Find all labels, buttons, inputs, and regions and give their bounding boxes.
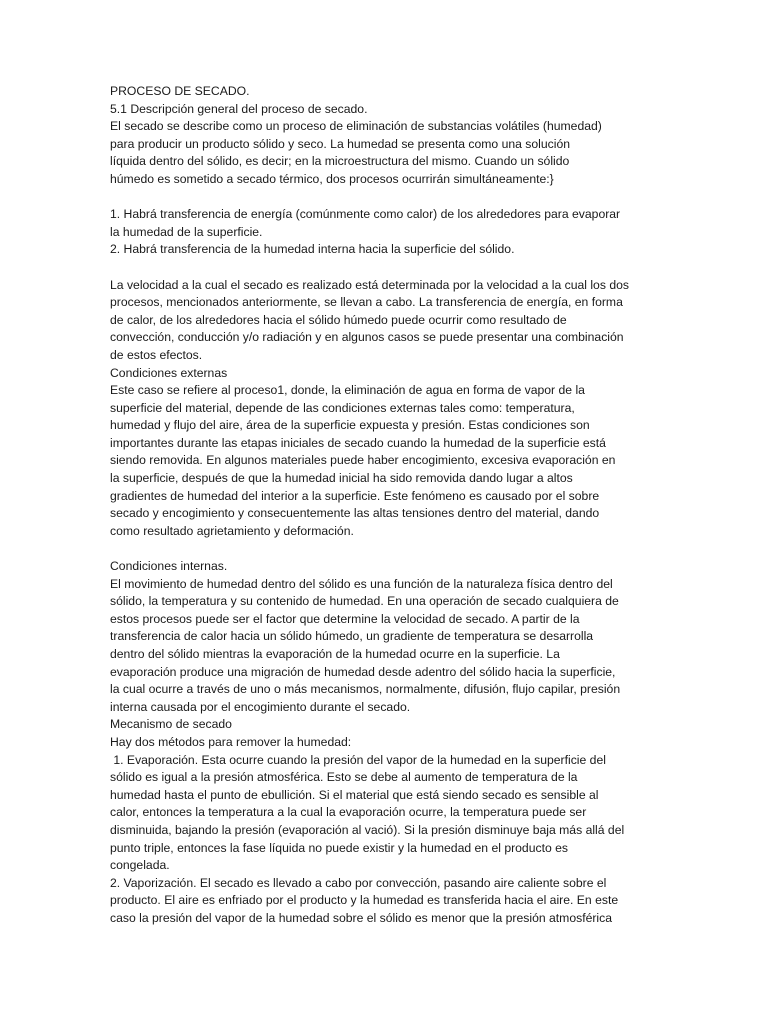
text-line: La velocidad a la cual el secado es realizado está determinada por la velocidad a la cual los dos: [110, 277, 629, 292]
text-line: para producir un producto sólido y seco. La humedad se presenta como una solución: [110, 136, 571, 151]
text-line: evaporación produce una migración de humedad desde adentro del sólido hacia la superficie,: [110, 664, 616, 679]
text-line: procesos, mencionados anteriormente, se llevan a cabo. La transferencia de energía, en forma: [110, 295, 623, 310]
drying-mechanism-paragraph: [110, 734, 655, 928]
section-heading: 5.1 Descripción general del proceso de secado.: [110, 101, 368, 116]
text-line: calor, entonces la temperatura a la cual la evaporación ocurre, la temperatura puede ser: [110, 805, 587, 820]
text-line: caso la presión del vapor de la humedad sobre el sólido es menor que la presión atmosférica: [110, 910, 613, 925]
external-conditions-heading: Condiciones externas: [110, 365, 228, 380]
text-line: 1. Habrá transferencia de energía (comúnmente como calor) de los alrededores para evaporar: [110, 207, 621, 222]
text-line: convección, conducción y/o radiación y en algunos casos se puede presentar una combinación: [110, 330, 624, 345]
text-line: húmedo es sometido a secado térmico, dos procesos ocurrirán simultáneamente:}: [110, 171, 554, 186]
text-line: sólido, la temperatura y su contenido de humedad. En una operación de secado cualquiera de: [110, 594, 619, 609]
paragraph-gap: [110, 259, 655, 277]
paragraph-gap: [110, 540, 655, 558]
text-line: la cual ocurre a través de uno o más mecanismos, normalmente, difusión, flujo capilar, presión: [110, 682, 621, 697]
text-line: 1. Evaporación. Esta ocurre cuando la presión del vapor de la humedad en la superficie del: [110, 752, 606, 767]
text-line: congelada.: [110, 858, 170, 873]
external-conditions-paragraph: [110, 382, 655, 540]
velocity-paragraph: [110, 277, 655, 365]
text-line: siendo removida. En algunos materiales puede haber encogimiento, excesiva evaporación en: [110, 453, 616, 468]
text-line: transferencia de calor hacia un sólido húmedo, un gradiente de temperatura se desarrolla: [110, 629, 594, 644]
text-line: Este caso se refiere al proceso1, donde, la eliminación de agua en forma de vapor de la: [110, 383, 585, 398]
text-line: Hay dos métodos para remover la humedad:: [110, 734, 352, 749]
text-line: gradientes de humedad del interior a la superficie. Este fenómeno es causado por el sobre: [110, 488, 600, 503]
text-line: estos procesos puede ser el factor que determine la velocidad de secado. A partir de la: [110, 611, 580, 626]
internal-conditions-heading: Condiciones internas.: [110, 559, 228, 574]
text-line: superficie del material, depende de las condiciones externas tales como: temperatura,: [110, 400, 575, 415]
text-line: sólido es igual a la presión atmosférica. Esto se debe al aumento de temperatura de la: [110, 770, 578, 785]
text-line: dentro del sólido mientras la evaporación de la humedad ocurre en la superficie. La: [110, 647, 560, 661]
text-line: 2. Habrá transferencia de la humedad interna hacia la superficie del sólido.: [110, 242, 515, 257]
text-line: 2. Vaporización. El secado es llevado a cabo por convección, pasando aire caliente sobre el: [110, 875, 607, 890]
internal-conditions-paragraph: [110, 576, 655, 717]
text-line: humedad y flujo del aire, área de la superficie expuesta y presión. Estas condiciones son: [110, 418, 590, 433]
text-line: de estos efectos.: [110, 347, 203, 362]
drying-mechanism-heading: Mecanismo de secado: [110, 717, 232, 732]
document-page: [110, 83, 655, 928]
text-line: interna causada por el encogimiento durante el secado.: [110, 699, 411, 714]
text-line: El secado se describe como un proceso de eliminación de substancias volátiles (humedad): [110, 119, 602, 134]
text-line: líquida dentro del sólido, es decir; en la microestructura del mismo. Cuando un sólido: [110, 154, 570, 169]
text-line: la humedad de la superficie.: [110, 224, 263, 239]
text-line: humedad hasta el punto de ebullición. Si el material que está siendo secado es sensible al: [110, 787, 599, 802]
text-line: la superficie, después de que la humedad inicial ha sido removida dando lugar a altos: [110, 471, 573, 486]
text-line: secado y encogimiento y consecuentemente las altas tensiones dentro del material, dando: [110, 506, 600, 521]
text-line: de calor, de los alrededores hacia el sólido húmedo puede ocurrir como resultado de: [110, 312, 567, 327]
processes-list: [110, 206, 655, 259]
text-line: importantes durante las etapas iniciales de secado cuando la humedad de la superficie está: [110, 435, 606, 450]
text-line: disminuida, bajando la presión (evaporación al vació). Si la presión disminuye baja más allá del: [110, 822, 625, 837]
text-line: El movimiento de humedad dentro del sólido es una función de la naturaleza física dentro del: [110, 576, 613, 591]
text-line: como resultado agrietamiento y deformación.: [110, 523, 354, 538]
document-title: PROCESO DE SECADO.: [110, 84, 250, 98]
text-line: punto triple, entonces la fase líquida no puede existir y la humedad en el producto es: [110, 840, 569, 855]
paragraph-gap: [110, 189, 655, 207]
intro-paragraph: [110, 118, 655, 188]
text-line: producto. El aire es enfriado por el producto y la humedad es transferida hacia el aire. En este: [110, 893, 619, 908]
